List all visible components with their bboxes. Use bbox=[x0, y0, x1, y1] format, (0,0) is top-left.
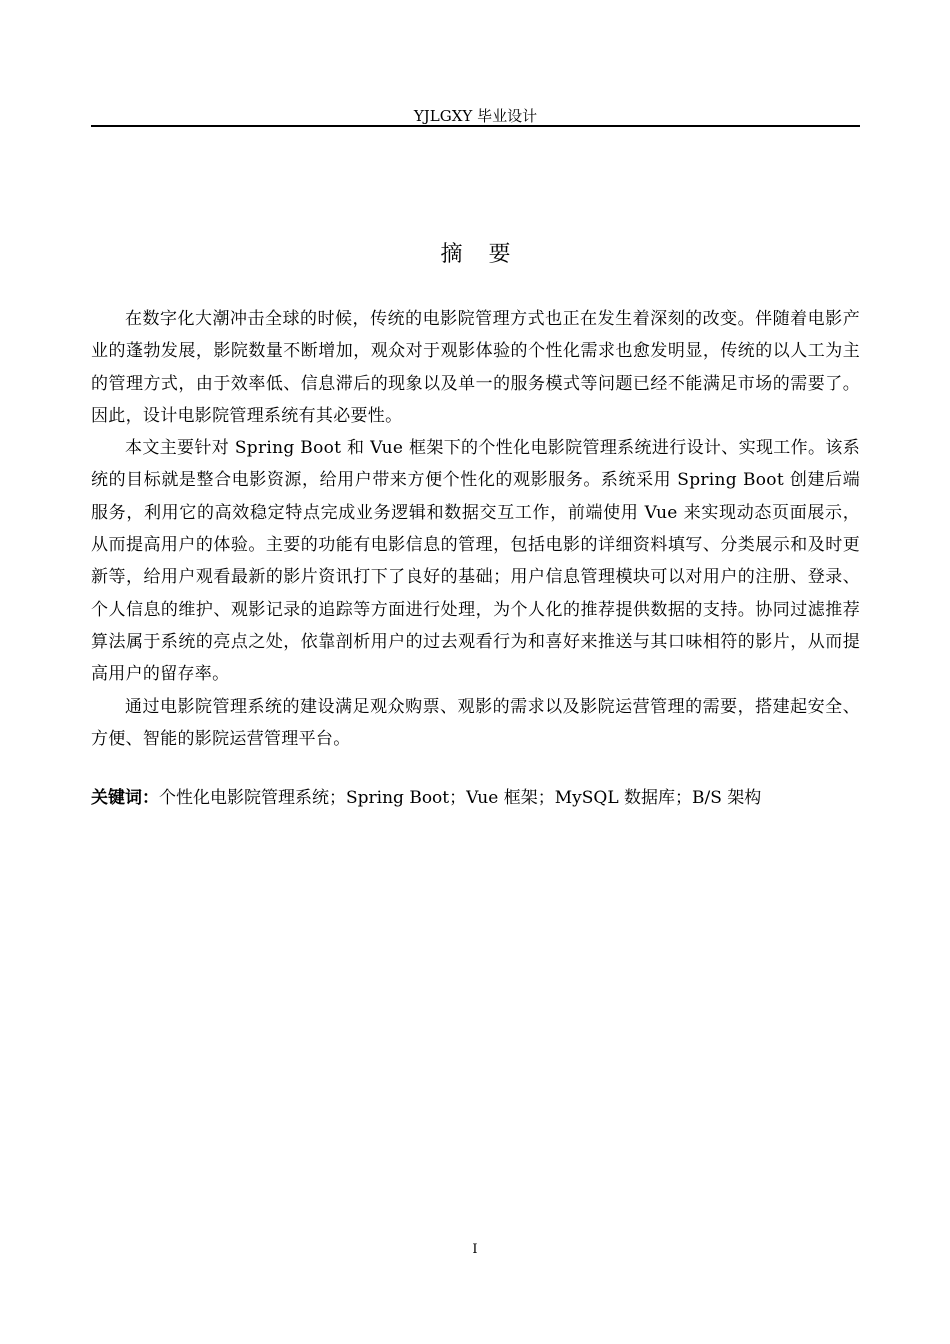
abstract-paragraph-1: 在数字化大潮冲击全球的时候，传统的电影院管理方式也正在发生着深刻的改变。伴随着电影产业的蓬勃发展，影院数量不断增加，观众对于观影体验的个性化需求也愈发明显，传统的以人工为主的管理方式，由于效率低、信息滞后的现象以及单一的服务模式等问题已经不能满足市场的需要了。因此，设计电影院管理系统有其必要性。 bbox=[91, 309, 860, 426]
abstract-paragraph-2: 本文主要针对 Spring Boot 和 Vue 框架下的个性化电影院管理系统进行设计、实现工作。该系统的目标就是整合电影资源，给用户带来方便个性化的观影服务。系统采用 Spring Boot 创建后端服务，利用它的高效稳定特点完成业务逻辑和数据交互工作，前端使用 Vue 来实现动态页面展示，从而提高用户的体验。主要的功能有电影信息的管理，包括电影的详细资料填写、分类展示和及时更新等，给用户观看最新的影片资讯打下了良好的基础；用户信息管理模块可以对用户的注册、登录、个人信息的维护、观影记录的追踪等方面进行处理，为个人化的推荐提供数据的支持。协同过滤推荐算法属于系统的亮点之处，依靠剖析用户的过去观看行为和喜好来推送与其口味相符的影片，从而提高用户的留存率。 bbox=[91, 438, 860, 685]
keywords-line bbox=[91, 783, 860, 813]
abstract-body bbox=[91, 303, 860, 755]
keywords-label: 关键词： bbox=[91, 788, 159, 808]
running-header: YJLGXY 毕业设计 bbox=[413, 107, 538, 125]
abstract-title: 摘要 bbox=[440, 242, 537, 267]
abstract-paragraph-3: 通过电影院管理系统的建设满足观众购票、观影的需求以及影院运营管理的需要，搭建起安全、方便、智能的影院运营管理平台。 bbox=[91, 696, 860, 749]
page-number: I bbox=[472, 1242, 478, 1257]
header-rule bbox=[91, 125, 860, 127]
keywords-text: 个性化电影院管理系统；Spring Boot；Vue 框架；MySQL 数据库；B/S 架构 bbox=[159, 788, 762, 808]
